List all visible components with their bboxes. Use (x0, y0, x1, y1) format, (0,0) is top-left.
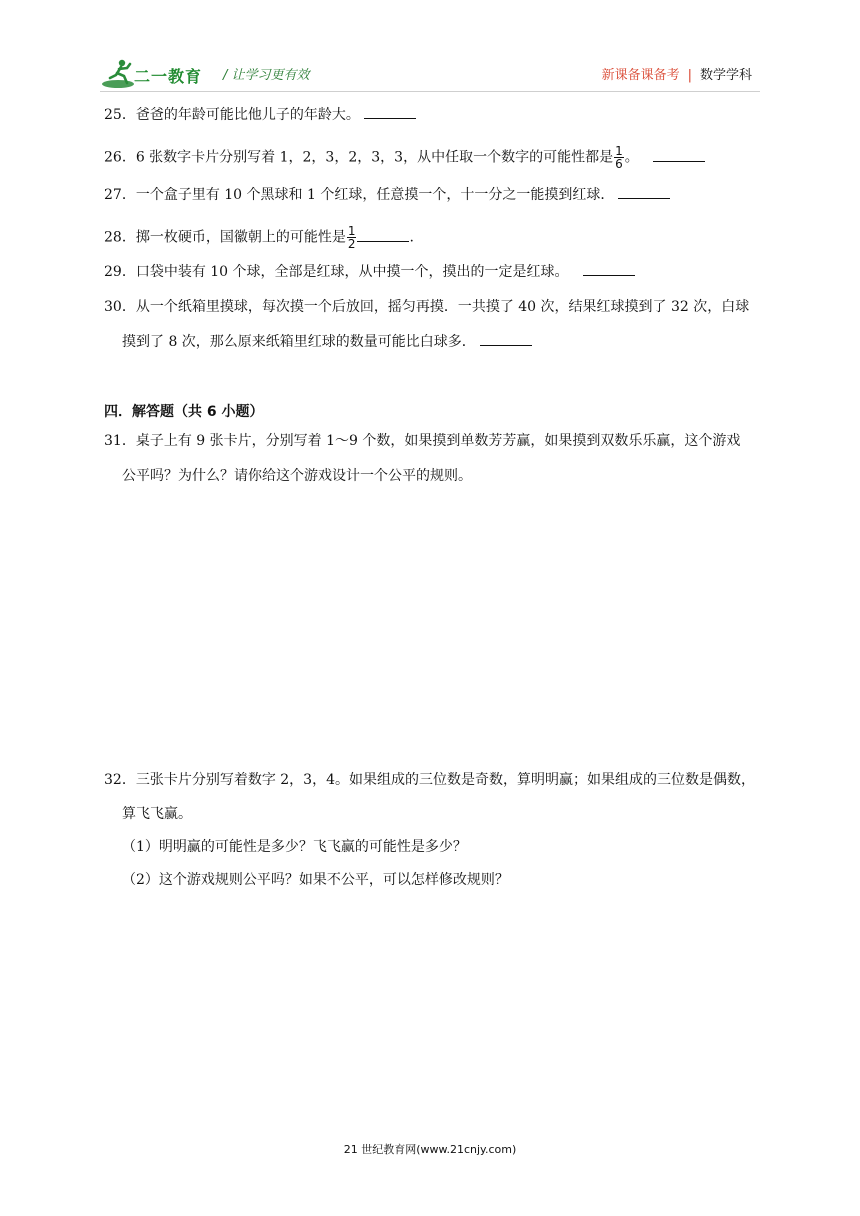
question-25-text: 25．爸爸的年龄可能比他儿子的年龄大。 (104, 107, 360, 123)
question-25 (104, 106, 416, 124)
question-29 (104, 263, 635, 281)
question-27-text: 27．一个盒子里有 10 个黑球和 1 个红球，任意摸一个，十一分之一能摸到红球． (104, 187, 615, 203)
question-30-text: 摸到了 8 次，那么原来纸箱里红球的数量可能比白球多． (122, 334, 476, 350)
fraction-numerator: 1 (615, 144, 623, 158)
question-32-sub-1: （1）明明赢的可能性是多少？飞飞赢的可能性是多少？ (122, 839, 467, 855)
question-26-suffix: 。 (624, 149, 639, 166)
question-31-line-1: 31．桌子上有 9 张卡片，分别写着 1～9 个数，如果摸到单数芳芳赢，如果摸到双数乐乐赢，这个游戏 (104, 433, 741, 449)
question-28-suffix: . (409, 229, 414, 246)
fraction-denominator: 2 (347, 237, 356, 251)
answer-blank (653, 149, 705, 162)
question-32-sub-2: （2）这个游戏规则公平吗？如果不公平，可以怎样修改规则？ (122, 872, 509, 888)
header-subject-label: 数学学科 (699, 68, 752, 83)
fraction-numerator: 1 (347, 224, 356, 238)
question-29-text: 29．口袋中装有 10 个球，全部是红球，从中摸一个，摸出的一定是红球。 (104, 264, 569, 280)
question-30-line-2 (122, 333, 532, 351)
answer-blank (357, 229, 409, 242)
answer-blank (583, 263, 635, 276)
fraction-denominator: 6 (615, 157, 623, 171)
slogan: / 让学习更有效 (223, 68, 310, 83)
header-course-label: 新课备课备考 (601, 68, 680, 83)
header-right (602, 64, 752, 83)
question-27 (104, 186, 670, 204)
logo-text: 二一教育 (134, 67, 203, 86)
page-footer: 21 世纪教育网(www.21cnjy.com) (343, 1143, 517, 1156)
question-30-line-1: 30．从一个纸箱里摸球，每次摸一个后放回，摇匀再摸．一共摸了 40 次，结果红球摸到了 32 次，白球 (104, 299, 750, 315)
question-31-line-2: 公平吗？为什么？请你给这个游戏设计一个公平的规则。 (122, 468, 472, 484)
page-header (100, 52, 760, 92)
section-4-title: 四．解答题（共 6 小题） (104, 404, 264, 420)
question-28-text: 28．掷一枚硬币，国徽朝上的可能性是 (104, 229, 346, 246)
fraction (347, 225, 357, 250)
answer-blank (480, 333, 532, 346)
question-26 (104, 145, 705, 170)
question-32-line-1: 32．三张卡片分别写着数字 2，3，4。如果组成的三位数是奇数，算明明赢；如果组成的三位数是偶数， (104, 772, 755, 788)
answer-blank (618, 186, 670, 199)
question-26-text: 26．6 张数字卡片分别写着 1，2，3，2，3，3，从中任取一个数字的可能性都是 (104, 149, 614, 166)
question-32-line-2: 算飞飞赢。 (122, 806, 192, 822)
fraction (614, 145, 624, 170)
question-28 (104, 225, 414, 250)
header-divider (100, 91, 760, 92)
answer-blank (364, 106, 416, 119)
header-separator: | (687, 68, 692, 83)
